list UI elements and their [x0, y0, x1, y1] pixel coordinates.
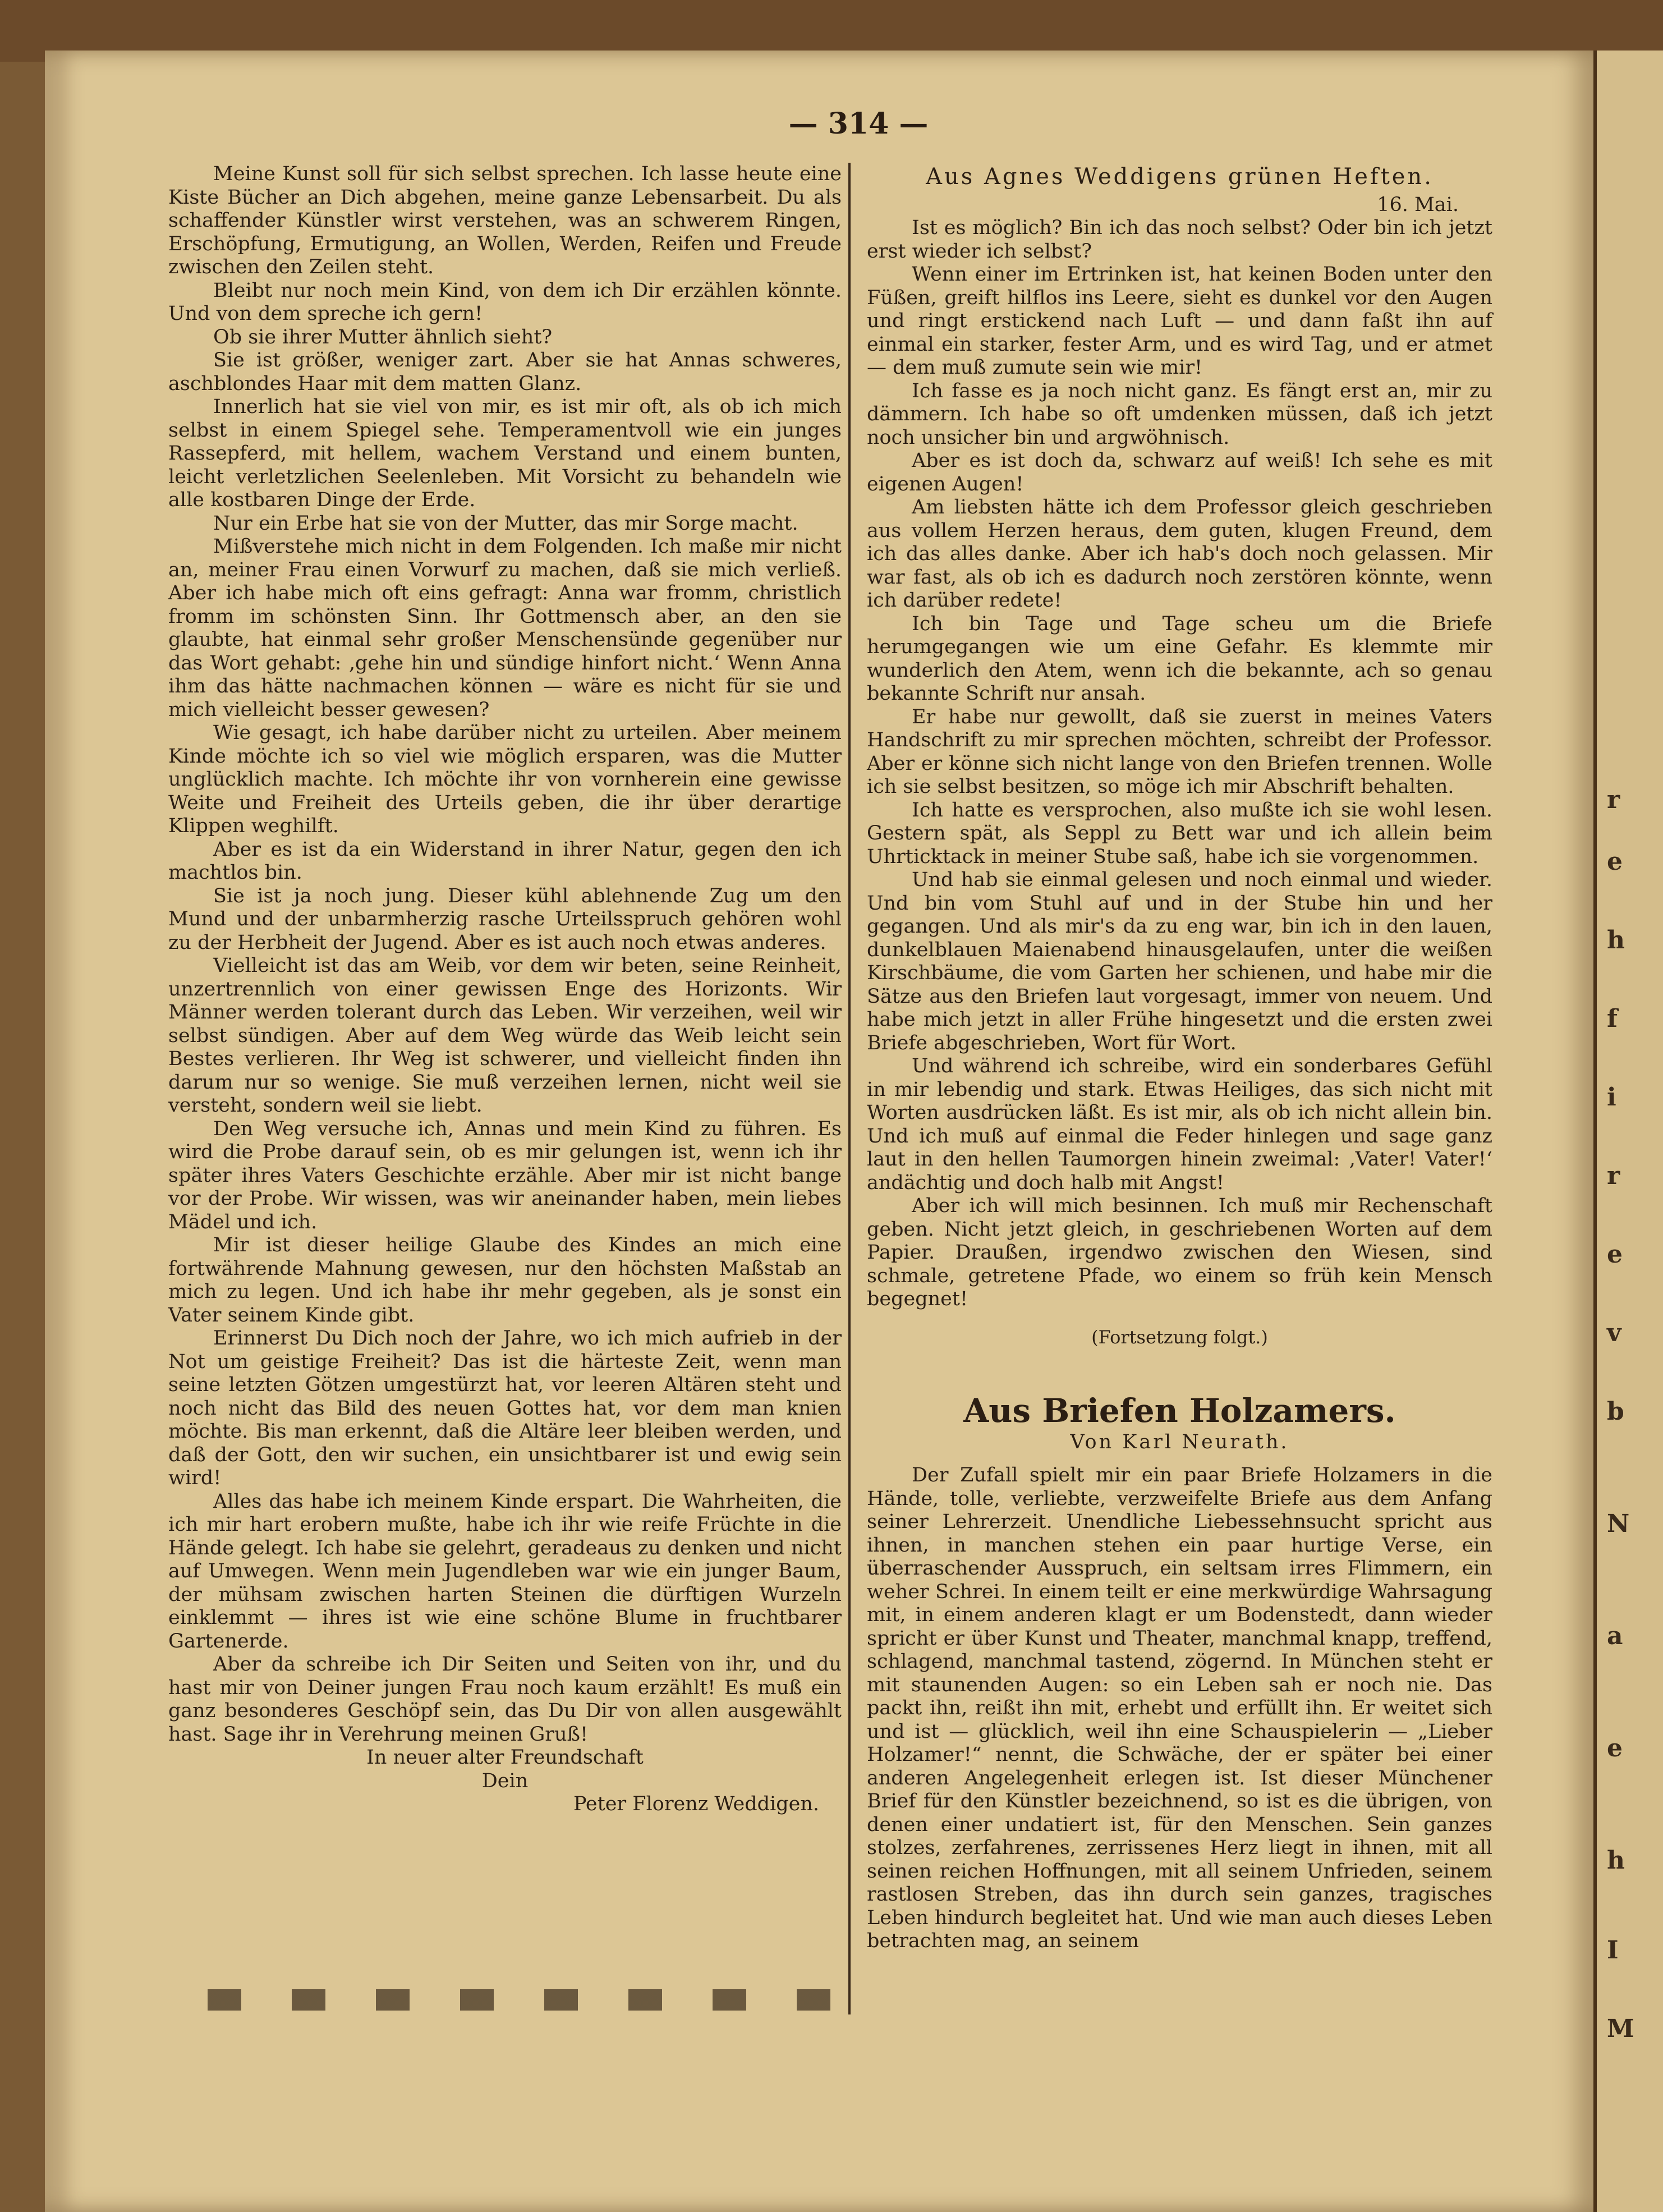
right-column — [867, 166, 1492, 1953]
paragraph: Sie ist größer, weniger zart. Aber sie hat Annas schweres, aschblondes Haar mit dem matten Glanz. — [168, 349, 842, 395]
paragraph: Den Weg versuche ich, Annas und mein Kind zu führen. Es wird die Probe darauf sein, ob es mir gelungen ist, wenn ich ihr später ihres Vaters Geschichte erzähle. Aber mir ist nicht bange vor der Probe. Wir wissen, was wir aneinander haben, mein liebes Mädel und ich. — [168, 1117, 842, 1233]
adjacent-fragment: r — [1607, 1162, 1620, 1190]
adjacent-fragment: M — [1607, 2014, 1634, 2043]
left-column — [168, 163, 842, 1816]
adjacent-fragment: a — [1607, 1622, 1623, 1650]
adjacent-fragment: e — [1607, 1240, 1623, 1269]
page-number: — 314 — — [788, 107, 929, 141]
paragraph: Innerlich hat sie viel von mir, es ist mir oft, als ob ich mich selbst in einem Spiegel sehe. Temperamentvoll wie ein junges Rassepferd, mit hellem, wachem Verstand und einem bunten, leicht verletzlichen Seelenleben. Mit Vorsicht zu behandeln wie alle kostbaren Dinge der Erde. — [168, 396, 842, 511]
adjacent-page-strip — [1593, 51, 1663, 2212]
adjacent-fragment: N — [1607, 1509, 1630, 1538]
section-heading: Aus Agnes Weddigens grünen Heften. — [926, 164, 1434, 190]
paragraph: Aber es ist doch da, schwarz auf weiß! Ich sehe es mit eigenen Augen! — [867, 449, 1492, 495]
adjacent-fragment: b — [1607, 1397, 1624, 1426]
article-byline: Von Karl Neurath. — [1070, 1430, 1289, 1453]
adjacent-fragment: h — [1607, 926, 1625, 954]
adjacent-fragment: r — [1607, 786, 1620, 814]
paragraph: Mißverstehe mich nicht in dem Folgenden. Ich maße mir nicht an, meiner Frau einen Vorwurf zu machen, daß sie mich verließ. Aber ich habe mich oft eins gefragt: Anna war fromm, christlich fromm im schönsten Sinn. Ihr Gottmensch aber, an den sie glaubte, hat einmal sehr großer Menschensünde gegenüber nur das Wort gehabt: ‚gehe hin und sündige hinfort nicht.‘ Wenn Anna ihm das hätte nachmachen können — wäre es nicht für sie und mich vielleicht besser gewesen? — [168, 535, 842, 721]
paragraph: Ich bin Tage und Tage scheu um die Briefe herumgegangen wie um eine Gefahr. Es klemmte mir wunderlich den Atem, wenn ich die bekannte, ach so genau bekannte Schrift nur ansah. — [867, 612, 1492, 705]
adjacent-fragment: e — [1607, 1734, 1623, 1763]
paragraph: Ich fasse es ja noch nicht ganz. Es fängt erst an, mir zu dämmern. Ich habe so oft umdenken müssen, daß ich jetzt noch unsicher bin und argwöhnisch. — [867, 379, 1492, 449]
paragraph: Wenn einer im Ertrinken ist, hat keinen Boden unter den Füßen, greift hilflos ins Leere, sieht es dunkel vor den Augen und ringt erstickend nach Luft — und dann faßt ihn auf einmal ein starker, fester Arm, und es wird Tag, und er atmet — dem muß zumute sein wie mir! — [867, 263, 1492, 379]
letter-dein: Dein — [481, 1769, 529, 1792]
paragraph: Erinnerst Du Dich noch der Jahre, wo ich mich aufrieb in der Not um geistige Freiheit? Das ist die härteste Zeit, wenn man seine letzten Götzen umgestürzt hat, vor leeren Altären steht und noch nicht das Bild des neuen Gottes hat, vor dem man knien möchte. Bis man erkennt, daß die Altäre leer bleiben werden, und daß der Gott, den wir suchen, ein unsichtbarer ist und ewig sein wird! — [168, 1327, 842, 1489]
adjacent-fragment: h — [1607, 1846, 1625, 1875]
continuation-note: (Fortsetzung folgt.) — [1091, 1326, 1268, 1348]
paragraph: Der Zufall spielt mir ein paar Briefe Holzamers in die Hände, tolle, verliebte, verzweifelte Briefe aus dem Anfang seiner Lehrerzeit. Unendliche Liebessehnsucht spricht aus ihnen, in manchen stehen ein paar hurtige Verse, ein überraschender Ausspruch, ein seltsam irres Flimmern, ein weher Schrei. In einem teilt er eine merkwürdige Wahrsagung mit, in einem anderen klagt er um Bodenstedt, dann wieder spricht er über Kunst und Theater, manchmal knapp, treffend, schlagend, manchmal tastend, zögernd. In München steht er mit staunenden Augen: so ein Leben sah er noch nie. Das packt ihn, reißt ihn mit, erhebt und erfüllt ihn. Er weitet sich und ist — glücklich, weil ihn eine Schauspielerin — „Lieber Holzamer!“ nennt, die Schwäche, der er später bei einer anderen Angelegenheit erlegen ist. Ist dieser Münchener Brief für den Künstler bezeichnend, so ist es die übrigen, von denen einer undatiert ist, für den Menschen. Sein ganzes stolzes, zerfahrenes, zerrissenes Herz liegt in ihnen, mit all seinen reichen Hoffnungen, mit all seinem Unfrieden, seinem rastlosen Streben, das ihn durch sein ganzes, tragisches Leben hindurch begleitet hat. Und wie man auch dieses Leben betrachten mag, an seinem — [867, 1464, 1492, 1952]
paragraph: Aber ich will mich besinnen. Ich muß mir Rechenschaft geben. Nicht jetzt gleich, in geschriebenen Worten auf dem Papier. Draußen, irgendwo zwischen den Wiesen, sind schmale, getretene Pfade, wo einem so früh kein Mensch begegnet! — [867, 1195, 1492, 1310]
paragraph: Aber es ist da ein Widerstand in ihrer Natur, gegen den ich machtlos bin. — [168, 838, 842, 884]
paragraph: Wie gesagt, ich habe darüber nicht zu urteilen. Aber meinem Kinde möchte ich so viel wie möglich ersparen, was die Mutter unglücklich machte. Ich möchte ihr von vornherein eine gewisse Weite und Freiheit des Urteils geben, die ihr über derartige Klippen weghilft. — [168, 722, 842, 837]
paragraph: Ich hatte es versprochen, also mußte ich sie wohl lesen. Gestern spät, als Seppl zu Bett war und ich allein beim Uhrticktack in meiner Stube saß, habe ich sie vorgenommen. — [867, 798, 1492, 868]
paragraph: Bleibt nur noch mein Kind, von dem ich Dir erzählen könnte. Und von dem spreche ich gern! — [168, 279, 842, 325]
paragraph: Und während ich schreibe, wird ein sonderbares Gefühl in mir lebendig und stark. Etwas Heiliges, das sich nicht mit Worten ausdrücken läßt. Es ist mir, als ob ich nicht allein bin. Und ich muß auf einmal die Feder hinlegen und sage ganz laut in den hellen Taumorgen hinein zweimal: ‚Vater! Vater!‘ andächtig und doch halb mit Angst! — [867, 1055, 1492, 1194]
adjacent-fragment: v — [1607, 1319, 1621, 1347]
adjacent-fragment: f — [1607, 1004, 1618, 1033]
paragraph: Alles das habe ich meinem Kinde erspart. Die Wahrheiten, die ich mir hart erobern mußte, habe ich ihr wie reife Früchte in die Hände gelegt. Ich habe sie gelehrt, geradeaus zu denken und nicht auf Umwegen. Wenn mein Jugendleben war wie ein junger Baum, der mühsam zwischen harten Steinen die dürftigen Wurzeln einklemmt — ihres ist wie eine schöne Blume in fruchtbarer Gartenerde. — [168, 1490, 842, 1653]
paragraph: Ob sie ihrer Mutter ähnlich sieht? — [213, 325, 553, 348]
paragraph: Und hab sie einmal gelesen und noch einmal und wieder. Und bin vom Stuhl auf und in der Stube hin und her gegangen. Und als mir's da zu eng war, bin ich in den lauen, dunkelblauen Maienabend hinausgelaufen, unter die weißen Kirschbäume, die vom Garten her schienen, und habe mir die Sätze aus den Briefen laut vorgesagt, immer von neuem. Und habe mich jetzt in aller Frühe hingesetzt und die ersten zwei Briefe abgeschrieben, Wort für Wort. — [867, 869, 1492, 1054]
column-divider — [848, 163, 851, 2014]
paragraph: Ist es möglich? Bin ich das noch selbst? Oder bin ich jetzt erst wieder ich selbst? — [867, 217, 1492, 263]
paragraph: Aber da schreibe ich Dir Seiten und Seiten von ihr, und du hast mir von Deiner jungen Frau noch kaum erzählt! Es muß ein ganz besonderes Geschöpf sein, das Du Dir von allen ausgewählt hast. Sage ihr in Verehrung meinen Gruß! — [168, 1653, 842, 1746]
paragraph: Er habe nur gewollt, daß sie zuerst in meines Vaters Handschrift zu mir sprechen möchten, schreibt der Professor. Aber er könne sich nicht lange von den Briefen trennen. Wolle ich sie selbst besitzen, so möge ich mir Abschrift behalten. — [867, 705, 1492, 798]
adjacent-fragment: e — [1607, 847, 1623, 876]
paragraph: Sie ist ja noch jung. Dieser kühl ablehnende Zug um den Mund und der unbarmherzig rasche Urteilsspruch gehören wohl zu der Herbheit der Jugend. Aber es ist auch noch etwas anderes. — [168, 884, 842, 954]
print-ruler-marks — [208, 1989, 836, 2011]
paragraph: Vielleicht ist das am Weib, vor dem wir beten, seine Reinheit, unzertrennlich von einer gewissen Enge des Horizonts. Wir Männer werden tolerant durch das Leben. Wir verzeihen, weil wir selbst sündigen. Aber auf dem Weg würde das Weib leicht sein Bestes verlieren. Ihr Weg ist schwerer, und vielleicht finden ihn darum nur so wenige. Sie muß verzeihen lernen, nicht weil sie versteht, sondern weil sie liebt. — [168, 954, 842, 1117]
letter-signature: Peter Florenz Weddigen. — [573, 1793, 819, 1815]
letter-closing: In neuer alter Freundschaft — [366, 1746, 644, 1769]
adjacent-fragment: i — [1607, 1083, 1616, 1112]
paragraph: Am liebsten hätte ich dem Professor gleich geschrieben aus vollem Herzen heraus, dem guten, klugen Freund, dem ich das alles danke. Aber ich hab's doch noch gelassen. Mir war fast, als ob ich es dadurch noch zerstören könnte, wenn ich darüber redete! — [867, 496, 1492, 612]
entry-date: 16. Mai. — [1377, 193, 1459, 216]
paragraph: Meine Kunst soll für sich selbst sprechen. Ich lasse heute eine Kiste Bücher an Dich abgehen, meine ganze Lebensarbeit. Du als schaffender Künstler wirst verstehen, was an schwerem Ringen, Erschöpfung, Ermutigung, an Wollen, Werden, Reifen und Freude zwischen den Zeilen steht. — [168, 163, 842, 278]
paragraph: Mir ist dieser heilige Glaube des Kindes an mich eine fortwährende Mahnung gewesen, nur den höchsten Maßstab an mich zu legen. Und ich habe ihr mehr gegeben, als je sonst ein Vater seinem Kinde gibt. — [168, 1234, 842, 1327]
adjacent-fragment: I — [1607, 1936, 1619, 1965]
article-title: Aus Briefen Holzamers. — [963, 1392, 1396, 1430]
paragraph: Nur ein Erbe hat sie von der Mutter, das mir Sorge macht. — [213, 512, 798, 535]
